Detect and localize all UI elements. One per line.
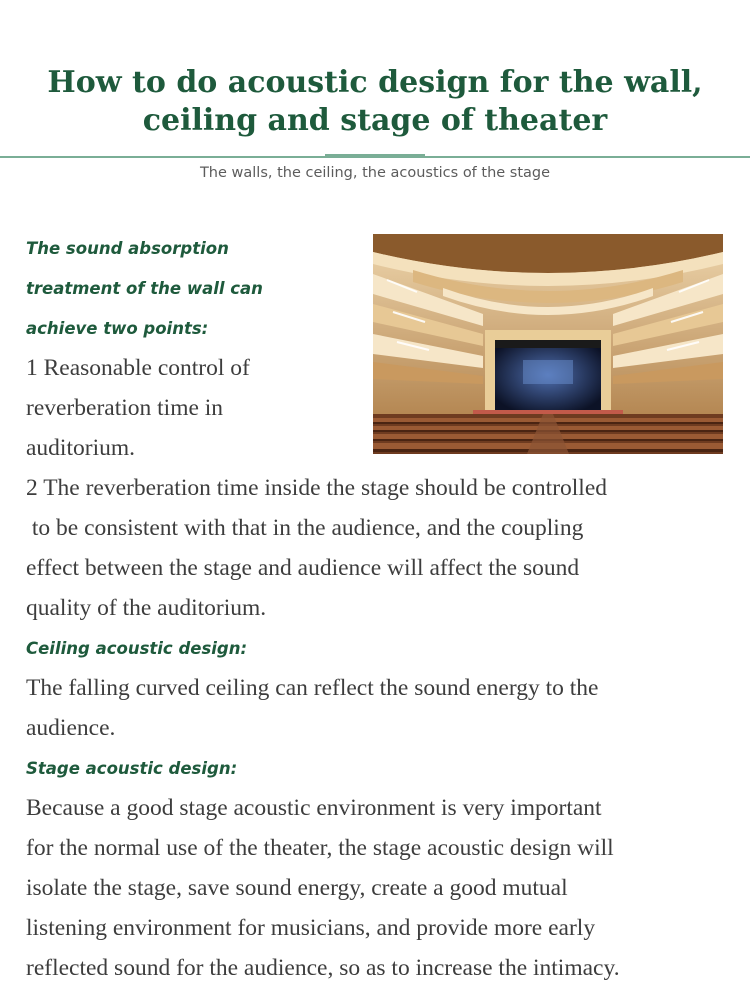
wall-point2-line-1: 2 The reverberation time inside the stage should be controlled — [26, 475, 608, 501]
stage-heading: Stage acoustic design: — [26, 759, 238, 778]
stage-body-line-5: reflected sound for the audience, so as to increase the intimacy. — [26, 955, 620, 981]
wall-point1-line-3: auditorium. — [26, 435, 135, 461]
wall-point2-line-3: effect between the stage and audience will affect the sound — [26, 555, 580, 581]
page-title-line-1: How to do acoustic design for the wall, — [47, 65, 703, 100]
wall-point1-line-2: reverberation time in — [26, 395, 224, 421]
stage-body-line-4: listening environment for musicians, and provide more early — [26, 915, 596, 941]
wall-heading-line-1: The sound absorption — [26, 239, 229, 258]
page-title-line-2: ceiling and stage of theater — [142, 103, 608, 138]
stage-body-line-1: Because a good stage acoustic environment is very important — [26, 795, 602, 821]
wall-heading-line-2: treatment of the wall can — [26, 279, 263, 298]
subtitle: The walls, the ceiling, the acoustics of the stage — [199, 165, 551, 181]
wall-point1-line-1: 1 Reasonable control of — [26, 355, 250, 381]
ceiling-heading: Ceiling acoustic design: — [26, 639, 248, 658]
page-title — [0, 64, 750, 140]
ceiling-body-line-2: audience. — [26, 715, 116, 741]
wall-point2-line-2: to be consistent with that in the audience, and the coupling — [26, 515, 584, 541]
stage-body-line-2: for the normal use of the theater, the stage acoustic design will — [26, 835, 614, 861]
wall-heading-line-3: achieve two points: — [26, 319, 209, 338]
title-divider-accent — [325, 154, 425, 158]
stage-body-line-3: isolate the stage, save sound energy, create a good mutual — [26, 875, 568, 901]
theater-photo — [373, 234, 723, 454]
wall-point2-line-4: quality of the auditorium. — [26, 595, 267, 621]
ceiling-body-line-1: The falling curved ceiling can reflect the sound energy to the — [26, 675, 599, 701]
